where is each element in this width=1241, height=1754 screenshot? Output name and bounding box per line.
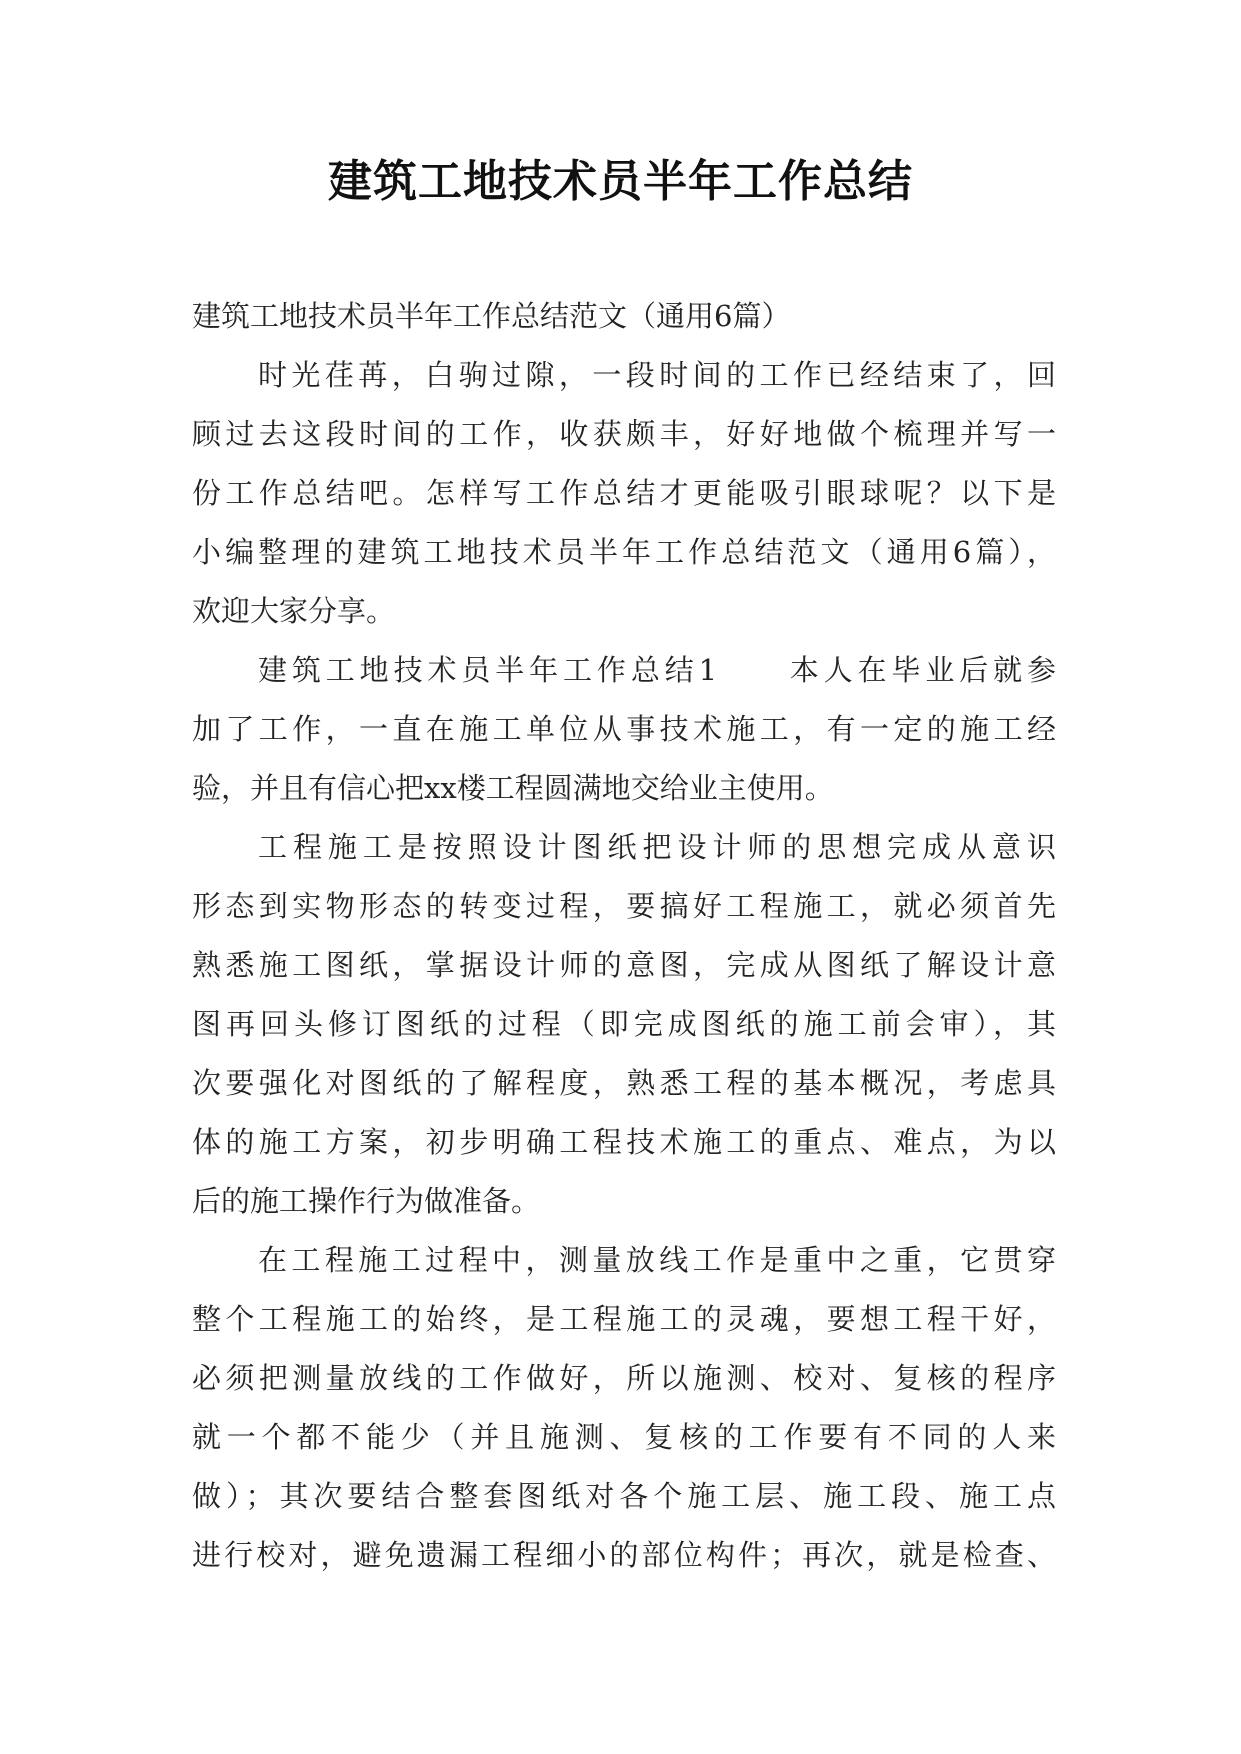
- paragraph-line: 形态到实物形态的转变过程，要搞好工程施工，就必须首先: [192, 889, 1056, 923]
- paragraph-line: 后的施工操作行为做准备。: [192, 1184, 541, 1218]
- paragraph-line: 验，并且有信心把xx楼工程圆满地交给业主使用。: [192, 771, 834, 805]
- paragraph-line: 必须把测量放线的工作做好，所以施测、校对、复核的程序: [192, 1361, 1056, 1395]
- paragraph-line: 图再回头修订图纸的过程（即完成图纸的施工前会审），其: [192, 1007, 1056, 1041]
- paragraph-line: 欢迎大家分享。: [192, 594, 396, 628]
- paragraph-line: 体的施工方案，初步明确工程技术施工的重点、难点，为以: [192, 1125, 1056, 1159]
- document-title: 建筑工地技术员半年工作总结: [328, 156, 913, 207]
- paragraph-line: 建筑工地技术员半年工作总结1 本人在毕业后就参: [258, 653, 1056, 687]
- document-body: [192, 287, 1056, 1585]
- paragraph-line: 份工作总结吧。怎样写工作总结才更能吸引眼球呢？以下是: [192, 476, 1056, 510]
- paragraph-line: 时光荏苒，白驹过隙，一段时间的工作已经结束了，回: [258, 358, 1056, 392]
- paragraph-line: 整个工程施工的始终，是工程施工的灵魂，要想工程干好，: [192, 1302, 1056, 1336]
- paragraph-line: 进行校对，避免遗漏工程细小的部位构件；再次，就是检查、: [192, 1538, 1056, 1572]
- paragraph-line: 顾过去这段时间的工作，收获颇丰，好好地做个梳理并写一: [192, 417, 1056, 451]
- paragraph-line: 做）；其次要结合整套图纸对各个施工层、施工段、施工点: [192, 1479, 1056, 1513]
- paragraph-line: 工程施工是按照设计图纸把设计师的思想完成从意识: [258, 830, 1056, 864]
- paragraph-line: 加了工作，一直在施工单位从事技术施工，有一定的施工经: [192, 712, 1056, 746]
- paragraph-line: 在工程施工过程中，测量放线工作是重中之重，它贯穿: [258, 1243, 1056, 1277]
- paragraph-line: 就一个都不能少（并且施测、复核的工作要有不同的人来: [192, 1420, 1056, 1454]
- paragraph-line: 次要强化对图纸的了解程度，熟悉工程的基本概况，考虑具: [192, 1066, 1056, 1100]
- paragraph-line: 小编整理的建筑工地技术员半年工作总结范文（通用6篇），: [192, 535, 1056, 569]
- subtitle-line: 建筑工地技术员半年工作总结范文（通用6篇）: [192, 299, 791, 333]
- paragraph-line: 熟悉施工图纸，掌据设计师的意图，完成从图纸了解设计意: [192, 948, 1056, 982]
